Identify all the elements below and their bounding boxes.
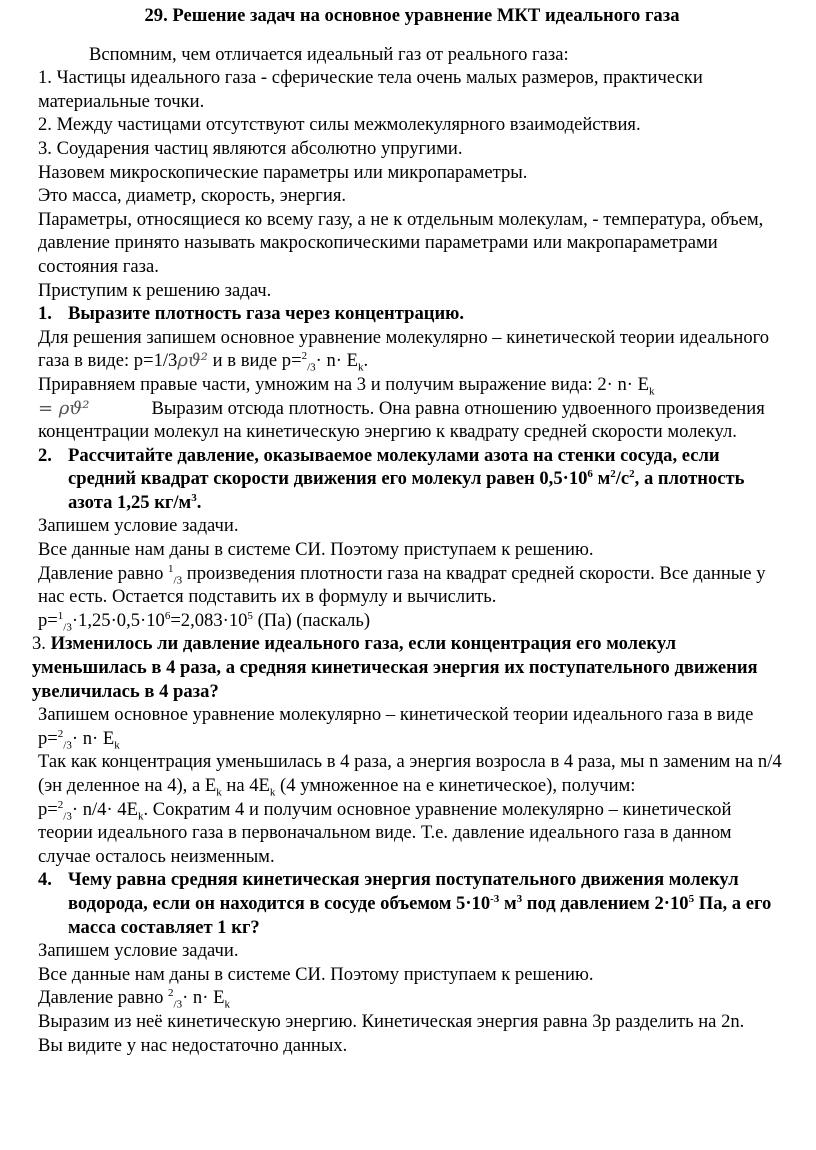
macro-params: Параметры, относящиеся ко всему газу, а не к отдельным молекулам, - температура, объем, давление принято называть макроскопическими параметрами или макропараметрами состояния газа. (38, 208, 764, 277)
task1-number: 1. (38, 303, 52, 325)
task1-text-3: = ρϑ² Выразим отсюда плотность. Она равна отношению удвоенного произведения концентрации молекул на кинетическую энергию к квадрату средней скорости молекул. (38, 397, 765, 443)
task4-number: 4. (38, 869, 52, 891)
intro-point-2: 2. Между частицами отсутствуют силы межмолекулярного взаимодействия. (38, 114, 641, 136)
micro-params-list: Это масса, диаметр, скорость, энергия. (38, 185, 347, 207)
start-solving: Приступим к решению задач. (38, 279, 272, 301)
task2-line-3: Давление равно $^1_{/3}$ произведения плотности газа на квадрат средней скорости. Все данные у нас есть. Остается подставить их в формулу и вычислить. (38, 562, 766, 608)
intro-lead: Вспомним, чем отличается идеальный газ от реального газа: (89, 43, 569, 65)
task1-heading (38, 302, 786, 326)
task3-line-2: Так как концентрация уменьшилась в 4 раза, а энергия возросла в 4 раза, мы n заменим на n/4 (эн деленное на 4), а $E_k$ на $4E_k$ (4 умноженное на е кинетическое), получим: (38, 751, 782, 799)
task2-calculation: $p=^1_{/3}\cdot 1,25\cdot 0,5\cdot 10^6=2,083\cdot 10^5$ (Па) (паскаль) (38, 609, 371, 634)
intro-point-3: 3. Соударения частиц являются абсолютно упругими. (38, 137, 463, 159)
task3-line-3: $p=^2_{/3}\cdot n/4\cdot 4E_k$. Сократим 4 и получим основное уравнение молекулярно – кинетической теории идеального газа в первоначальном виде. Т.е. давление идеального газа в данном случае осталось неизменным. (38, 798, 732, 867)
task2-number: 2. (38, 444, 52, 466)
task4-line-5: Вы видите у нас недостаточно данных. (38, 1034, 348, 1056)
task4-title: Чему равна средняя кинетическая энергия поступательного движения молекул водорода, если он находится в сосуде объемом $5\cdot 10^{-3}$ $м^3$ под давлением $2\cdot 10^5$ Па, а его масса составляет 1 кг? (68, 869, 772, 938)
task4-heading (38, 868, 786, 939)
task2-title: Рассчитайте давление, оказываемое молекулами азота на стенки сосуда, если средний квадрат скорости движения его молекул равен $0,5\cdot 10^6$ $м^2/с^2$, а плотность азота 1,25 $кг/м^3$. (68, 444, 745, 513)
task3-heading (32, 632, 786, 703)
task1-title: Выразите плотность газа через концентрацию. (68, 303, 465, 325)
task4-line-3: Давление равно $^2_{/3}\cdot n\cdot E_k$ (38, 987, 230, 1012)
task2-heading (38, 444, 786, 515)
task1-text-1: Для решения запишем основное уравнение молекулярно – кинетической теории идеального газа в виде: p=1/3ρϑ² и в виде $p=^2_{/3}\cdot n\cdot E_k$. (38, 326, 770, 375)
task2-line-2: Все данные нам даны в системе СИ. Поэтому приступаем к решению. (38, 539, 594, 561)
task4-line-2: Все данные нам даны в системе СИ. Поэтому приступаем к решению. (38, 963, 594, 985)
eq-rho-v2-formula: = ρϑ² (38, 397, 90, 419)
task2-line-1: Запишем условие задачи. (38, 515, 239, 537)
micro-params: Назовем микроскопические параметры или микропараметры. (38, 161, 528, 183)
intro-point-1: 1. Частицы идеального газа - сферические тела очень малых размеров, практически материальные точки. (38, 67, 703, 112)
task1-text-2: Приравняем правые части, умножим на 3 и получим выражение вида: $2\cdot n\cdot E_k$ (38, 373, 655, 398)
page-title: 29. Решение задач на основное уравнение МКТ идеального газа (144, 5, 680, 26)
rho-v2-formula: ρϑ² (177, 350, 209, 372)
task4-line-4: Выразим из неё кинетическую энергию. Кинетическая энергия равна 3p разделить на 2n. (38, 1010, 745, 1032)
task3-title: Изменилось ли давление идеального газа, если концентрация его молекул уменьшилась в 4 раза, а средняя кинетическая энергия их поступательного движения увеличилась в 4 раза? (32, 633, 758, 702)
task3-number: 3. (32, 633, 51, 655)
task3-line-1: Запишем основное уравнение молекулярно – кинетической теории идеального газа в виде $p=^2_{/3}\cdot n\cdot E_k$ (38, 704, 754, 752)
task4-line-1: Запишем условие задачи. (38, 940, 239, 962)
